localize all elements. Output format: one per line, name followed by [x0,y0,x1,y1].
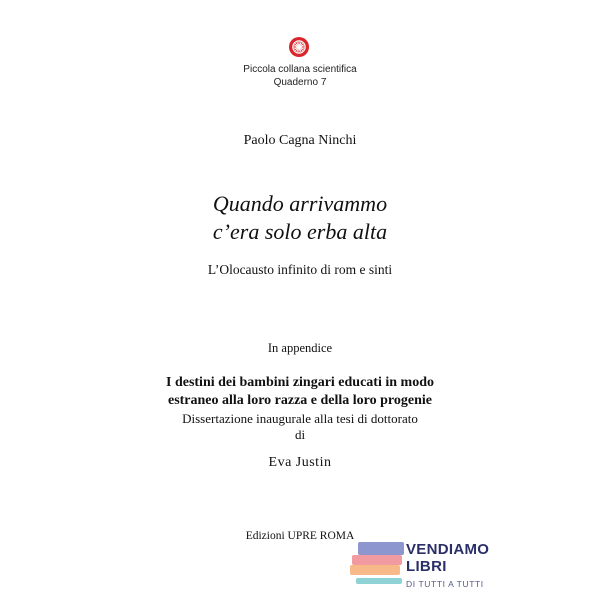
series-name: Piccola collana scientifica [243,64,357,75]
book-title-line-1: Quando arrivammo [212,191,388,216]
appendix-title-line-1: I destini dei bambini zingari educati in modo [166,375,434,390]
book-title [0,190,600,246]
badge-stripe-orange [350,565,400,575]
appendix-dissertation [0,411,600,443]
publisher-name: Edizioni UPRE ROMA [245,530,355,542]
badge-line-3: DI TUTTI A TUTTI [406,579,484,589]
badge-line-2: LIBRI [406,558,447,575]
romani-wheel-icon [288,36,310,58]
vendiamo-libri-badge [350,538,510,598]
book-subtitle: L’Olocausto infinito di rom e sinti [207,262,393,277]
badge-line-1: VENDIAMO [406,541,490,558]
badge-stripe-blue [358,542,404,555]
series-number: Quaderno 7 [273,77,327,88]
dissertation-by: di [294,427,306,442]
appendix-title-line-2: estraneo alla loro razza e della loro progenie [167,393,432,408]
badge-stripe-teal [356,578,402,584]
appendix-heading: In appendice [267,341,333,355]
appendix-author: Eva Justin [268,455,332,470]
appendix-title [0,374,600,410]
dissertation-label: Dissertazione inaugurale alla tesi di dottorato [182,411,418,426]
book-author: Paolo Cagna Ninchi [243,133,357,148]
book-title-line-2: c’era solo erba alta [212,219,388,244]
badge-stripe-pink [352,555,402,565]
